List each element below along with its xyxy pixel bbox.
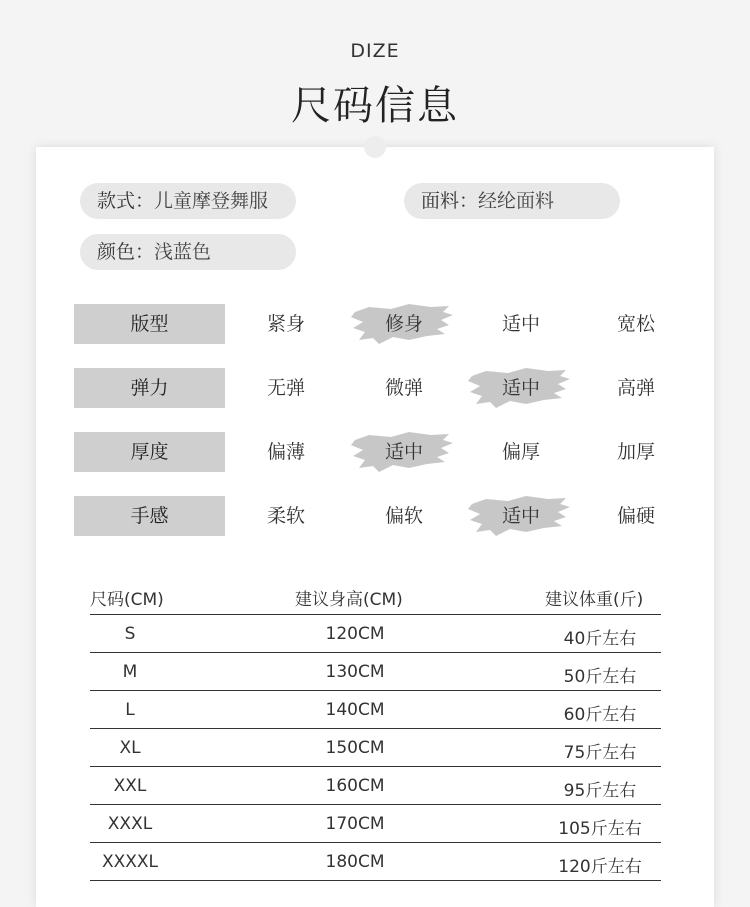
option-label: 偏薄 xyxy=(266,441,305,463)
height-cell: 120CM xyxy=(325,624,385,644)
attribute-option xyxy=(581,304,691,344)
attribute-option-selected xyxy=(466,368,576,408)
height-cell: 150CM xyxy=(325,738,385,758)
height-cell: 130CM xyxy=(325,662,385,682)
height-cell: 180CM xyxy=(325,852,385,872)
table-body xyxy=(90,615,661,881)
table-row xyxy=(90,805,661,843)
table-row xyxy=(90,843,661,881)
table-row xyxy=(90,767,661,805)
option-label: 适中 xyxy=(384,441,423,463)
attribute-option xyxy=(349,368,459,408)
attribute-label: 弹力 xyxy=(74,368,225,408)
attribute-option xyxy=(466,432,576,472)
fabric-pill xyxy=(404,183,620,219)
header-size: 尺码(CM) xyxy=(90,590,164,610)
attribute-option xyxy=(231,496,341,536)
fabric-value: 经纶面料 xyxy=(478,190,555,212)
attribute-option xyxy=(231,304,341,344)
header-weight: 建议体重(斤) xyxy=(545,590,644,610)
style-label: 款式： xyxy=(97,190,155,212)
weight-cell: 60斤左右 xyxy=(563,705,637,725)
option-label: 无弹 xyxy=(266,377,305,399)
option-label: 宽松 xyxy=(616,313,655,335)
attribute-option xyxy=(231,368,341,408)
style-value: 儿童摩登舞服 xyxy=(154,190,269,212)
attribute-option xyxy=(581,432,691,472)
option-label: 加厚 xyxy=(616,441,655,463)
weight-cell: 40斤左右 xyxy=(563,629,637,649)
header-height: 建议身高(CM) xyxy=(295,590,403,610)
size-cell: M xyxy=(122,662,138,682)
attribute-option xyxy=(349,496,459,536)
option-label: 适中 xyxy=(501,313,540,335)
size-cell: XXXL xyxy=(107,814,153,834)
weight-cell: 120斤左右 xyxy=(558,857,642,877)
height-cell: 140CM xyxy=(325,700,385,720)
attribute-label: 版型 xyxy=(74,304,225,344)
size-cell: S xyxy=(124,624,136,644)
color-value: 浅蓝色 xyxy=(154,241,212,263)
option-label: 修身 xyxy=(384,313,423,335)
fabric-label: 面料： xyxy=(421,190,479,212)
style-pill xyxy=(80,183,296,219)
attribute-option-selected xyxy=(466,496,576,536)
size-cell: XXL xyxy=(113,776,147,796)
table-row xyxy=(90,691,661,729)
option-label: 适中 xyxy=(501,377,540,399)
table-row xyxy=(90,615,661,653)
card-notch xyxy=(364,136,386,158)
attribute-label: 手感 xyxy=(74,496,225,536)
color-pill xyxy=(80,234,296,270)
attribute-option-selected xyxy=(349,304,459,344)
page-title: 尺码信息 xyxy=(291,83,459,129)
color-label: 颜色： xyxy=(97,241,155,263)
option-label: 柔软 xyxy=(266,505,305,527)
table-row xyxy=(90,729,661,767)
weight-cell: 105斤左右 xyxy=(558,819,642,839)
option-label: 高弹 xyxy=(616,377,655,399)
option-label: 紧身 xyxy=(266,313,305,335)
attribute-option xyxy=(581,496,691,536)
weight-cell: 75斤左右 xyxy=(563,743,637,763)
attribute-option xyxy=(466,304,576,344)
option-label: 偏厚 xyxy=(501,441,540,463)
brand-name: DIZE xyxy=(350,40,400,62)
option-label: 偏硬 xyxy=(616,505,655,527)
info-card xyxy=(36,147,714,907)
size-cell: XXXXL xyxy=(101,852,159,872)
attribute-option xyxy=(581,368,691,408)
option-label: 偏软 xyxy=(384,505,423,527)
weight-cell: 50斤左右 xyxy=(563,667,637,687)
size-table xyxy=(90,577,661,881)
size-cell: XL xyxy=(119,738,141,758)
attribute-option xyxy=(231,432,341,472)
table-header xyxy=(90,577,661,615)
option-label: 适中 xyxy=(501,505,540,527)
attribute-label: 厚度 xyxy=(74,432,225,472)
height-cell: 160CM xyxy=(325,776,385,796)
option-label: 微弹 xyxy=(384,377,423,399)
size-cell: L xyxy=(125,700,135,720)
height-cell: 170CM xyxy=(325,814,385,834)
table-row xyxy=(90,653,661,691)
weight-cell: 95斤左右 xyxy=(563,781,637,801)
attribute-option-selected xyxy=(349,432,459,472)
